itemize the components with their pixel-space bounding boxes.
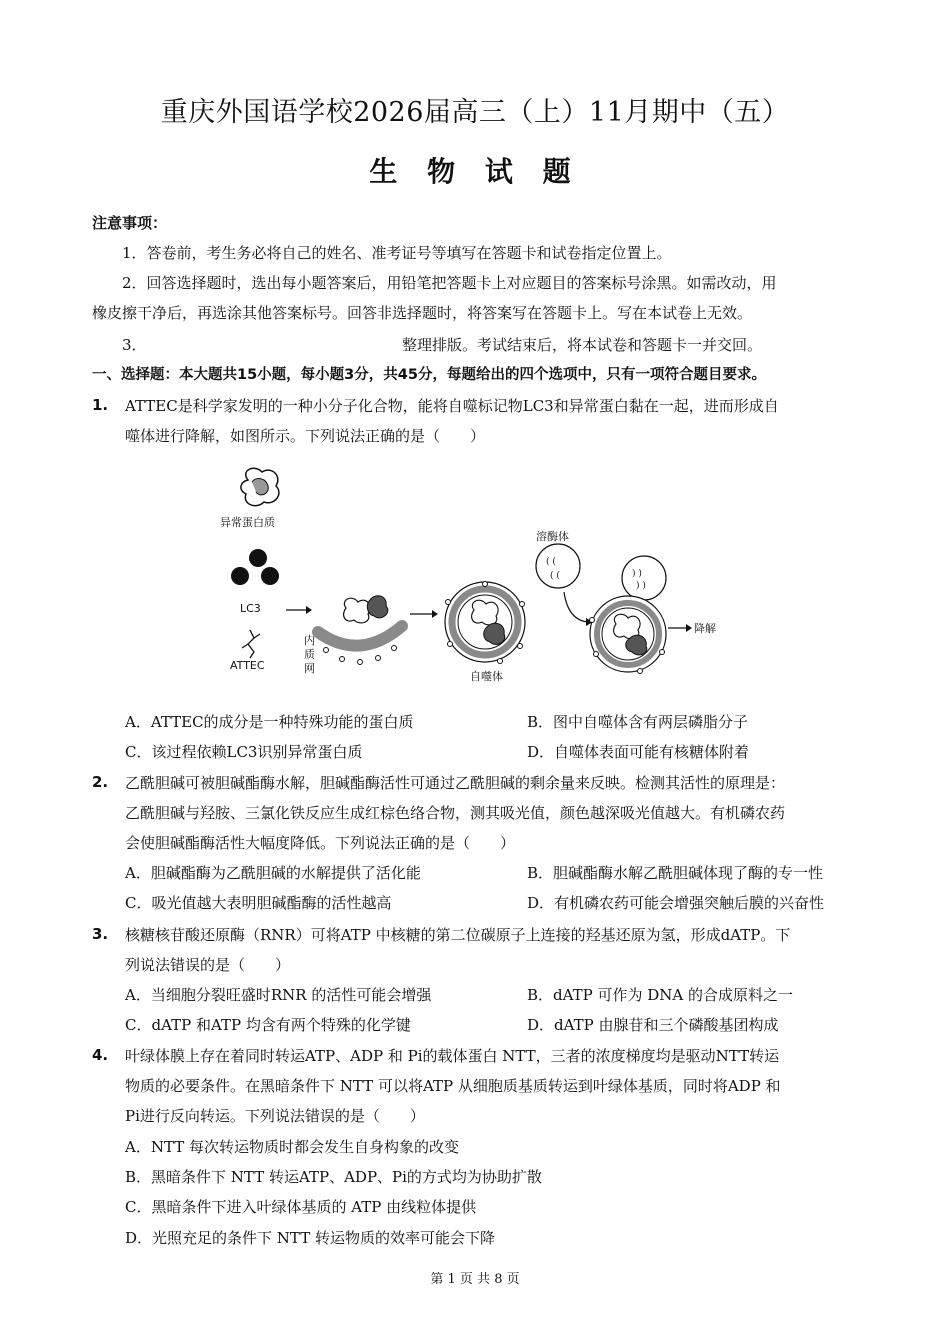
question-1-number: 1. bbox=[92, 396, 109, 414]
autolysosome-icon bbox=[590, 596, 667, 674]
question-3-option-b[interactable]: B．dATP 可作为 DNA 的合成原料之一 bbox=[527, 986, 794, 1004]
lysosome-icon bbox=[536, 544, 580, 588]
arrow-icon bbox=[564, 592, 593, 626]
label-lc3: LC3 bbox=[240, 602, 261, 615]
label-autophagosome: 自噬体 bbox=[470, 670, 503, 683]
notice-item-2b: 橡皮擦干净后，再选涂其他答案标号。回答非选择题时，将答案写在答题卡上。写在本试卷上无效。 bbox=[92, 304, 753, 322]
question-1-stem-line2: 噬体进行降解，如图所示。下列说法正确的是（ ） bbox=[125, 427, 486, 445]
question-4-number: 4. bbox=[92, 1046, 109, 1064]
question-2-number: 2. bbox=[92, 773, 109, 791]
label-lysosome: 溶酶体 bbox=[536, 530, 569, 543]
question-4-option-d[interactable]: D．光照充足的条件下 NTT 转运物质的效率可能会下降 bbox=[125, 1229, 495, 1247]
question-3-stem-line1: 核糖核苷酸还原酶（RNR）可将ATP 中核糖的第二位碳原子上连接的羟基还原为氢，形成dATP。下 bbox=[125, 926, 791, 944]
autophagy-diagram bbox=[210, 462, 750, 692]
exam-title: 重庆外国语学校2026届高三（上）11月期中（五） bbox=[160, 97, 790, 128]
abnormal-protein-icon bbox=[241, 468, 279, 505]
section-heading: 一、选择题：本大题共15小题，每小题3分，共45分，每题给出的四个选项中，只有一项符合题目要求。 bbox=[92, 367, 766, 383]
notice-item-3-number: 3． bbox=[122, 336, 147, 354]
question-3-number: 3. bbox=[92, 925, 109, 943]
question-1-stem-line1: ATTEC是科学家发明的一种小分子化合物，能将自噬标记物LC3和异常蛋白黏在一起，进而形成自 bbox=[125, 397, 779, 415]
subject-title: 生 物 试 题 bbox=[369, 155, 581, 188]
question-4-option-c[interactable]: C．黑暗条件下进入叶绿体基质的 ATP 由线粒体提供 bbox=[125, 1198, 477, 1216]
question-4-stem-line2: 物质的必要条件。在黑暗条件下 NTT 可以将ATP 从细胞质基质转运到叶绿体基质，同时将ADP 和 bbox=[125, 1077, 781, 1095]
question-4-stem-line1: 叶绿体膜上存在着同时转运ATP、ADP 和 Pi的载体蛋白 NTT，三者的浓度梯度均是驱动NTT转运 bbox=[125, 1047, 780, 1065]
arrow-icon bbox=[668, 624, 692, 632]
question-3-stem-line2: 列说法错误的是（ ） bbox=[125, 956, 291, 974]
label-attec: ATTEC bbox=[230, 659, 265, 672]
svg-text:) ): ) ) bbox=[632, 569, 642, 579]
svg-text:( (: ( ( bbox=[550, 571, 560, 581]
attec-molecule-icon bbox=[242, 630, 260, 658]
question-4-stem-line3: Pi进行反向转运。下列说法错误的是（ ） bbox=[125, 1107, 425, 1125]
question-4-option-a[interactable]: A．NTT 每次转运物质时都会发生自身构象的改变 bbox=[125, 1138, 460, 1156]
question-1-option-c[interactable]: C．该过程依赖LC3识别异常蛋白质 bbox=[125, 743, 363, 761]
lysosome-icon bbox=[622, 556, 666, 600]
question-1-option-a[interactable]: A．ATTEC的成分是一种特殊功能的蛋白质 bbox=[125, 713, 414, 731]
page-number: 第 1 页 共 8 页 bbox=[430, 1272, 520, 1287]
svg-text:( (: ( ( bbox=[546, 557, 556, 567]
label-er-2: 质 bbox=[304, 648, 315, 661]
question-3-option-a[interactable]: A．当细胞分裂旺盛时RNR 的活性可能会增强 bbox=[125, 986, 432, 1004]
arrow-icon bbox=[286, 606, 312, 614]
question-1-option-d[interactable]: D．自噬体表面可能有核糖体附着 bbox=[527, 743, 750, 761]
label-abnormal-protein: 异常蛋白质 bbox=[220, 516, 275, 529]
question-2-stem-line2: 乙酰胆碱与羟胺、三氯化铁反应生成红棕色络合物，测其吸光值，颜色越深吸光值越大。有机磷农药 bbox=[125, 804, 786, 822]
label-degrade: 降解 bbox=[694, 622, 716, 635]
lc3-icon bbox=[231, 549, 279, 585]
question-2-stem-line1: 乙酰胆碱可被胆碱酯酶水解，胆碱酯酶活性可通过乙酰胆碱的剩余量来反映。检测其活性的原理是： bbox=[125, 774, 786, 792]
question-3-option-c[interactable]: C．dATP 和ATP 均含有两个特殊的化学键 bbox=[125, 1016, 411, 1034]
notice-item-2a: 2．回答选择题时，选出每小题答案后，用铅笔把答题卡上对应题目的答案标号涂黑。如需改动，用 bbox=[122, 274, 777, 292]
label-er-1: 内 bbox=[304, 634, 315, 647]
notice-item-1: 1．答卷前，考生务必将自己的姓名、准考证号等填写在答题卡和试卷指定位置上。 bbox=[122, 244, 672, 262]
question-1-option-b[interactable]: B．图中自噬体含有两层磷脂分子 bbox=[527, 713, 749, 731]
question-3-option-d[interactable]: D．dATP 由腺苷和三个磷酸基团构成 bbox=[527, 1016, 779, 1034]
svg-text:) ): ) ) bbox=[636, 581, 646, 591]
question-2-option-c[interactable]: C．吸光值越大表明胆碱酯酶的活性越高 bbox=[125, 894, 392, 912]
endoplasmic-reticulum-icon bbox=[318, 596, 402, 665]
question-2-stem-line3: 会使胆碱酯酶活性大幅度降低。下列说法正确的是（ ） bbox=[125, 834, 516, 852]
notice-heading: 注意事项： bbox=[92, 214, 168, 232]
label-er-3: 网 bbox=[304, 662, 315, 675]
question-2-option-d[interactable]: D．有机磷农药可能会增强突触后膜的兴奋性 bbox=[527, 894, 825, 912]
question-4-option-b[interactable]: B．黑暗条件下 NTT 转运ATP、ADP、Pi的方式均为协助扩散 bbox=[125, 1168, 542, 1186]
autophagosome-icon bbox=[445, 582, 525, 664]
arrow-icon bbox=[410, 610, 438, 618]
question-2-option-b[interactable]: B．胆碱酯酶水解乙酰胆碱体现了酶的专一性 bbox=[527, 864, 824, 882]
notice-item-3-text: 整理排版。考试结束后，将本试卷和答题卡一并交回。 bbox=[402, 336, 763, 354]
question-2-option-a[interactable]: A．胆碱酯酶为乙酰胆碱的水解提供了活化能 bbox=[125, 864, 421, 882]
